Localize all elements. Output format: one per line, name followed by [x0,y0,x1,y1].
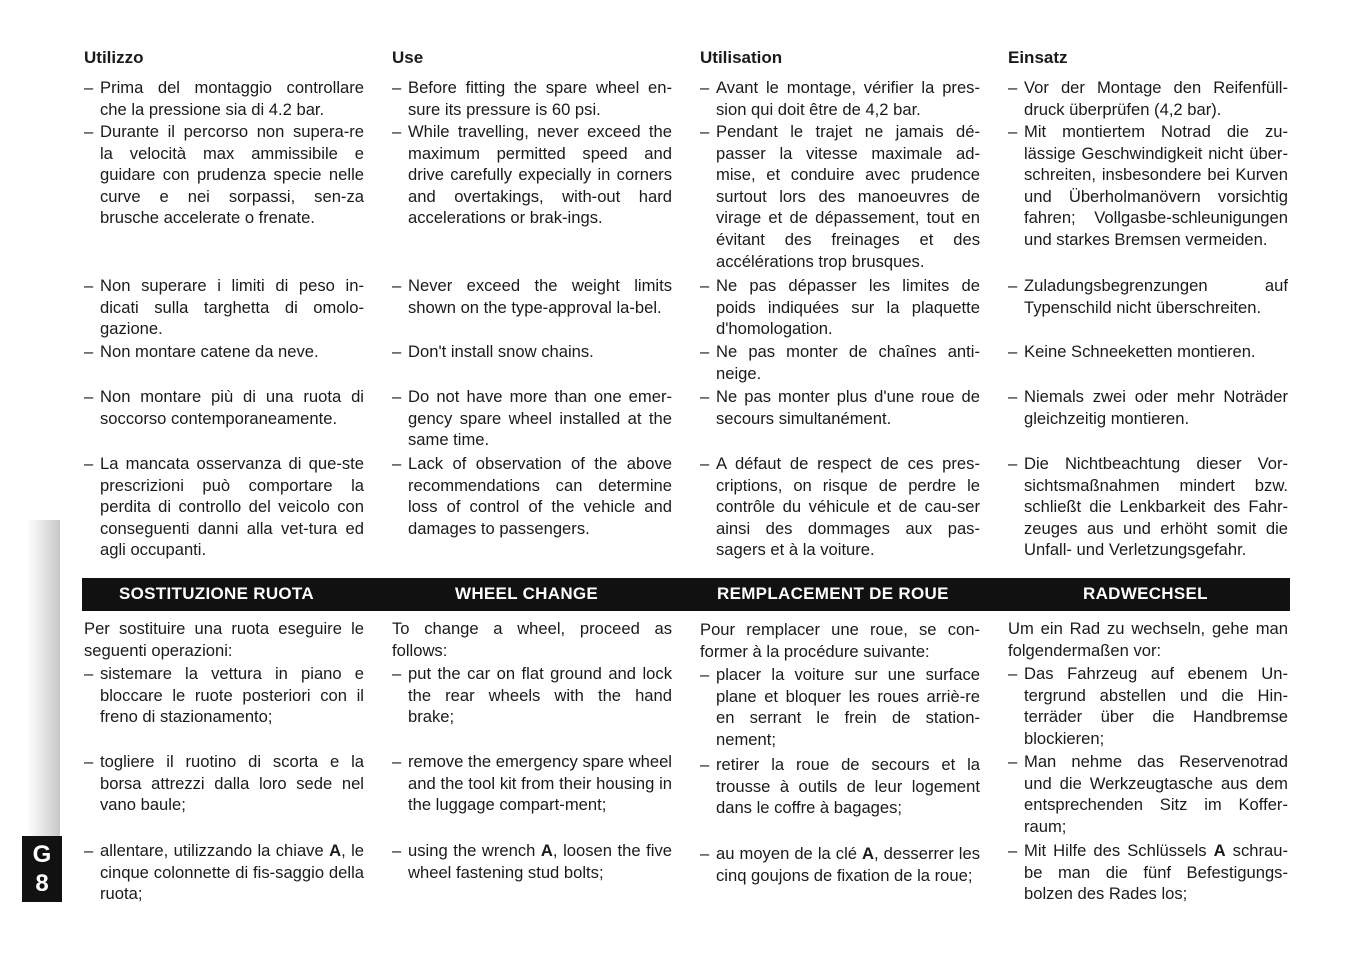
heading-einsatz: Einsatz [1008,48,1068,67]
it-bullet-chains: – Non montare catene da neve. [84,341,364,363]
de-change-intro: Um ein Rad zu wechseln, gehe man folgendermaßen vor: [1008,619,1288,660]
it-bullet-speed: – Durante il percorso non supera-re la velocità max ammissibile e guidare con prudenza specie nelle curve e nei sorpassi, sen-za brusche accelerate o frenate. [84,121,364,229]
de-bullet-speed: – Mit montiertem Notrad die zu-lässige Geschwindigkeit nicht über-schreiten, insbesondere bei Kurven und Überholmanövern vorsichtig fahren; Vollgasbe-schleunigungen und starkes Bremsen vermeiden. [1008,121,1288,251]
fr-bullet-warning: – A défaut de respect de ces pres-criptions, on risque de perdre le contrôle du véhicule et de cau-ser ainsi des dommages aux pas-sagers et à la voiture. [700,453,980,561]
heading-utilisation: Utilisation [700,48,783,67]
de-step-flat-ground: – Das Fahrzeug auf ebenem Un-tergrund abstellen und die Hin-terräder über die Handbremse blockieren; [1008,663,1288,749]
it-bullet-warning: – La mancata osservanza di que-ste prescrizioni può comportare la perdita di controllo del veicolo con conseguenti danni alla vet-tura ed agli occupanti. [84,453,364,561]
heading-utilizzo: Utilizzo [84,48,144,67]
en-step-loosen-bolts: – using the wrench A, loosen the five wheel fastening stud bolts; [392,840,672,883]
fr-bullet-one-spare: – Ne pas monter plus d'une roue de secours simultanément. [700,386,980,429]
section-title-fr: REMPLACEMENT DE ROUE [717,584,949,603]
en-bullet-warning: – Lack of observation of the above recommendations can determine loss of control of the vehicle and damages to passengers. [392,453,672,539]
de-step-remove-spare: – Man nehme das Reservenotrad und die Werkzeugtasche aus dem entsprechenden Sitz im Koffer-raum; [1008,751,1288,837]
section-title-it: SOSTITUZIONE RUOTA [119,584,314,603]
page-tab-number: 8 [35,870,49,897]
section-title-en: WHEEL CHANGE [455,584,599,603]
en-bullet-weight: – Never exceed the weight limits shown on the type-approval la-bel. [392,275,672,318]
de-bullet-pressure: – Vor der Montage den Reifenfüll-druck überprüfen (4,2 bar). [1008,77,1288,120]
en-change-intro: To change a wheel, proceed as follows: [392,619,672,660]
page-tab [22,836,62,902]
en-step-flat-ground: – put the car on flat ground and lock the rear wheels with the hand brake; [392,663,672,728]
it-step-flat-ground: – sistemare la vettura in piano e bloccare le ruote posteriori con il freno di stazionamento; [84,663,364,728]
en-wrench-key: A [540,841,553,860]
fr-bullet-chains: – Ne pas monter de chaînes anti-neige. [700,341,980,384]
en-bullet-pressure: – Before fitting the spare wheel en-sure its pressure is 60 psi. [392,77,672,120]
fr-step-loosen-bolts: – au moyen de la clé A, desserrer les cinq goujons de fixation de la roue; [700,843,980,886]
page-tab-letter: G [32,841,52,868]
page-edge-shadow [26,520,60,836]
section-title-de: RADWECHSEL [1083,584,1208,603]
de-bullet-warning: – Die Nichtbeachtung dieser Vor-sichtsmaßnahmen mindert bzw. schließt die Lenkbarkeit des Fahr-zeuges aus und erhöht somit die Unfall- und Verletzungsgefahr. [1008,453,1288,561]
it-bullet-weight: – Non superare i limiti di peso in-dicati sulla targhetta di omolo-gazione. [84,275,364,340]
fr-bullet-speed: – Pendant le trajet ne jamais dé-passer la vitesse maximale ad-mise, et conduire avec prudence surtout lors des manoeuvres de virage et de dépassement, tout en évitant des freinages et des accélérations trop brusques. [700,121,980,272]
de-wrench-key: A [1213,841,1226,860]
it-bullet-one-spare: – Non montare più di una ruota di soccorso contemporaneamente. [84,386,364,429]
en-bullet-one-spare: – Do not have more than one emer-gency spare wheel installed at the same time. [392,386,672,451]
fr-step-flat-ground: – placer la voiture sur une surface plane et bloquer les roues arriè-re en serrant le frein de station-nement; [700,664,980,750]
de-bullet-weight: – Zuladungsbegrenzungen auf Typenschild nicht überschreiten. [1008,275,1288,318]
de-step-loosen-bolts: – Mit Hilfe des Schlüssels A schrau-be man die fünf Befestigungs-bolzen des Rades los; [1008,840,1288,905]
en-bullet-chains: – Don't install snow chains. [392,341,672,363]
fr-wrench-key: A [862,844,875,863]
en-step-remove-spare: – remove the emergency spare wheel and the tool kit from their housing in the luggage compart-ment; [392,751,672,816]
it-step-remove-spare: – togliere il ruotino di scorta e la borsa attrezzi dalla loro sede nel vano baule; [84,751,364,816]
de-bullet-one-spare: – Niemals zwei oder mehr Noträder gleichzeitig montieren. [1008,386,1288,429]
de-bullet-chains: – Keine Schneeketten montieren. [1008,341,1288,363]
fr-change-intro: Pour remplacer une roue, se con-former à la procédure suivante: [700,620,980,661]
heading-use: Use [392,48,424,67]
it-change-intro: Per sostituire una ruota eseguire le seguenti operazioni: [84,619,364,660]
section-header-band [82,578,1290,611]
fr-step-remove-spare: – retirer la roue de secours et la trousse à outils de leur logement dans le coffre à bagages; [700,754,980,819]
it-bullet-pressure: – Prima del montaggio controllare che la pressione sia di 4.2 bar. [84,77,364,120]
en-bullet-speed: – While travelling, never exceed the maximum permitted speed and drive carefully expecially in corners and overtakings, with-out hard accelerations or brak-ings. [392,121,672,229]
fr-bullet-weight: – Ne pas dépasser les limites de poids indiquées sur la plaquette d'homologation. [700,275,980,340]
it-step-loosen-bolts: – allentare, utilizzando la chiave A, le cinque colonnette di fis-saggio della ruota; [84,840,364,905]
fr-bullet-pressure: – Avant le montage, vérifier la pres-sion qui doit être de 4,2 bar. [700,77,980,120]
it-wrench-key: A [329,841,342,860]
